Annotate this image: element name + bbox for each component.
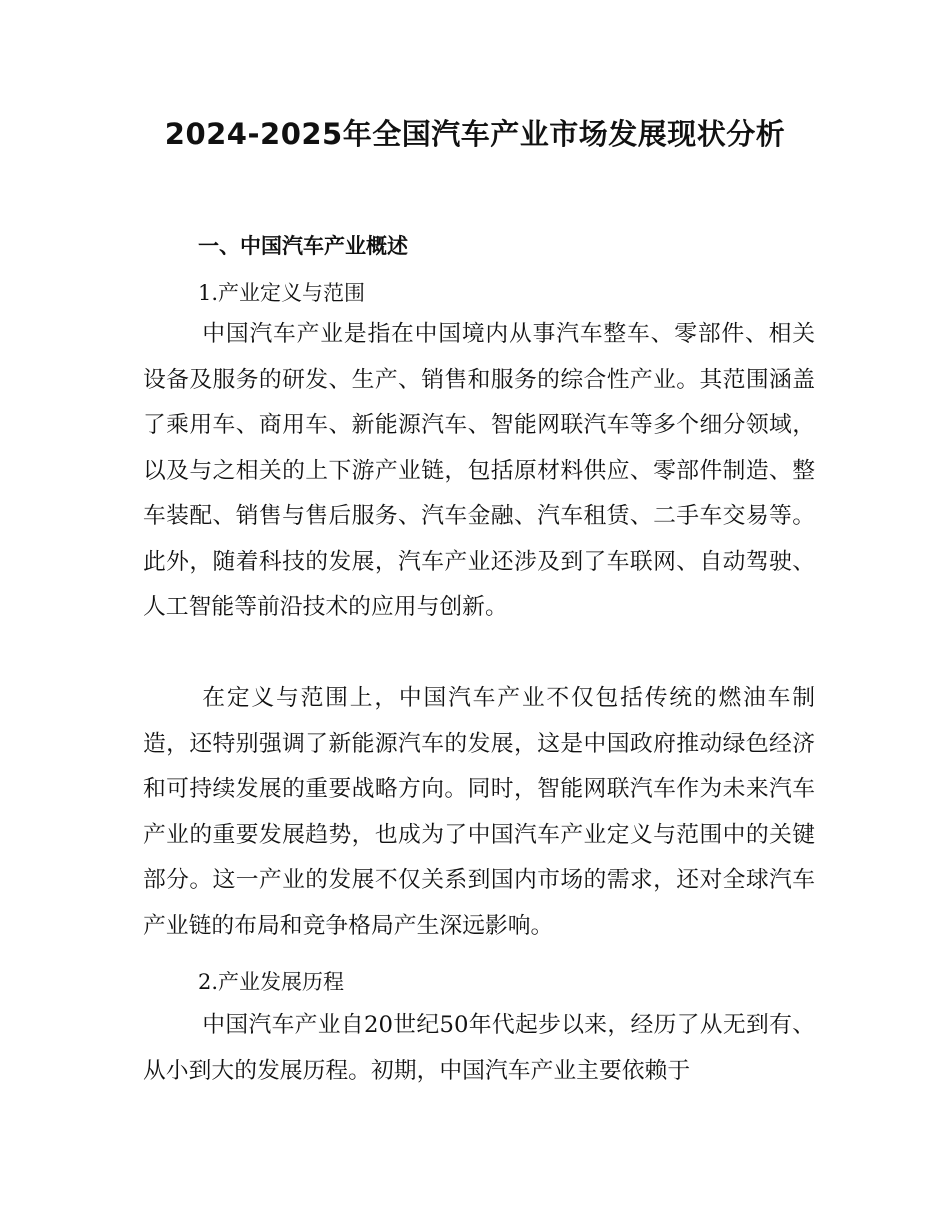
paragraph-scope: 在定义与范围上，中国汽车产业不仅包括传统的燃油车制造，还特别强调了新能源汽车的发展，这是中国政府推动绿色经济和可持续发展的重要战略方向。同时，智能网联汽车作为未来汽车产业的重要发展趋势，也成为了中国汽车产业定义与范围中的关键部分。这一产业的发展不仅关系到国内市场的需求，还对全球汽车产业链的布局和竞争格局产生深远影响。 (143, 685, 815, 939)
document-title: 2024-2025年全国汽车产业市场发展现状分析 (164, 117, 786, 151)
paragraph-history: 中国汽车产业自20世纪50年代起步以来，经历了从无到有、从小到大的发展历程。初期，中国汽车产业主要依赖于 (143, 1012, 815, 1084)
paragraph-definition: 中国汽车产业是指在中国境内从事汽车整车、零部件、相关设备及服务的研发、生产、销售和服务的综合性产业。其范围涵盖了乘用车、商用车、新能源汽车、智能网联汽车等多个细分领域，以及与之相关的上下游产业链，包括原材料供应、零部件制造、整车装配、销售与售后服务、汽车金融、汽车租赁、二手车交易等。此外，随着科技的发展，汽车产业还涉及到了车联网、自动驾驶、人工智能等前沿技术的应用与创新。 (143, 321, 815, 620)
subsection-heading-history: 2.产业发展历程 (198, 970, 345, 994)
section-heading-overview: 一、中国汽车产业概述 (198, 234, 408, 258)
subsection-heading-definition: 1.产业定义与范围 (198, 281, 366, 305)
